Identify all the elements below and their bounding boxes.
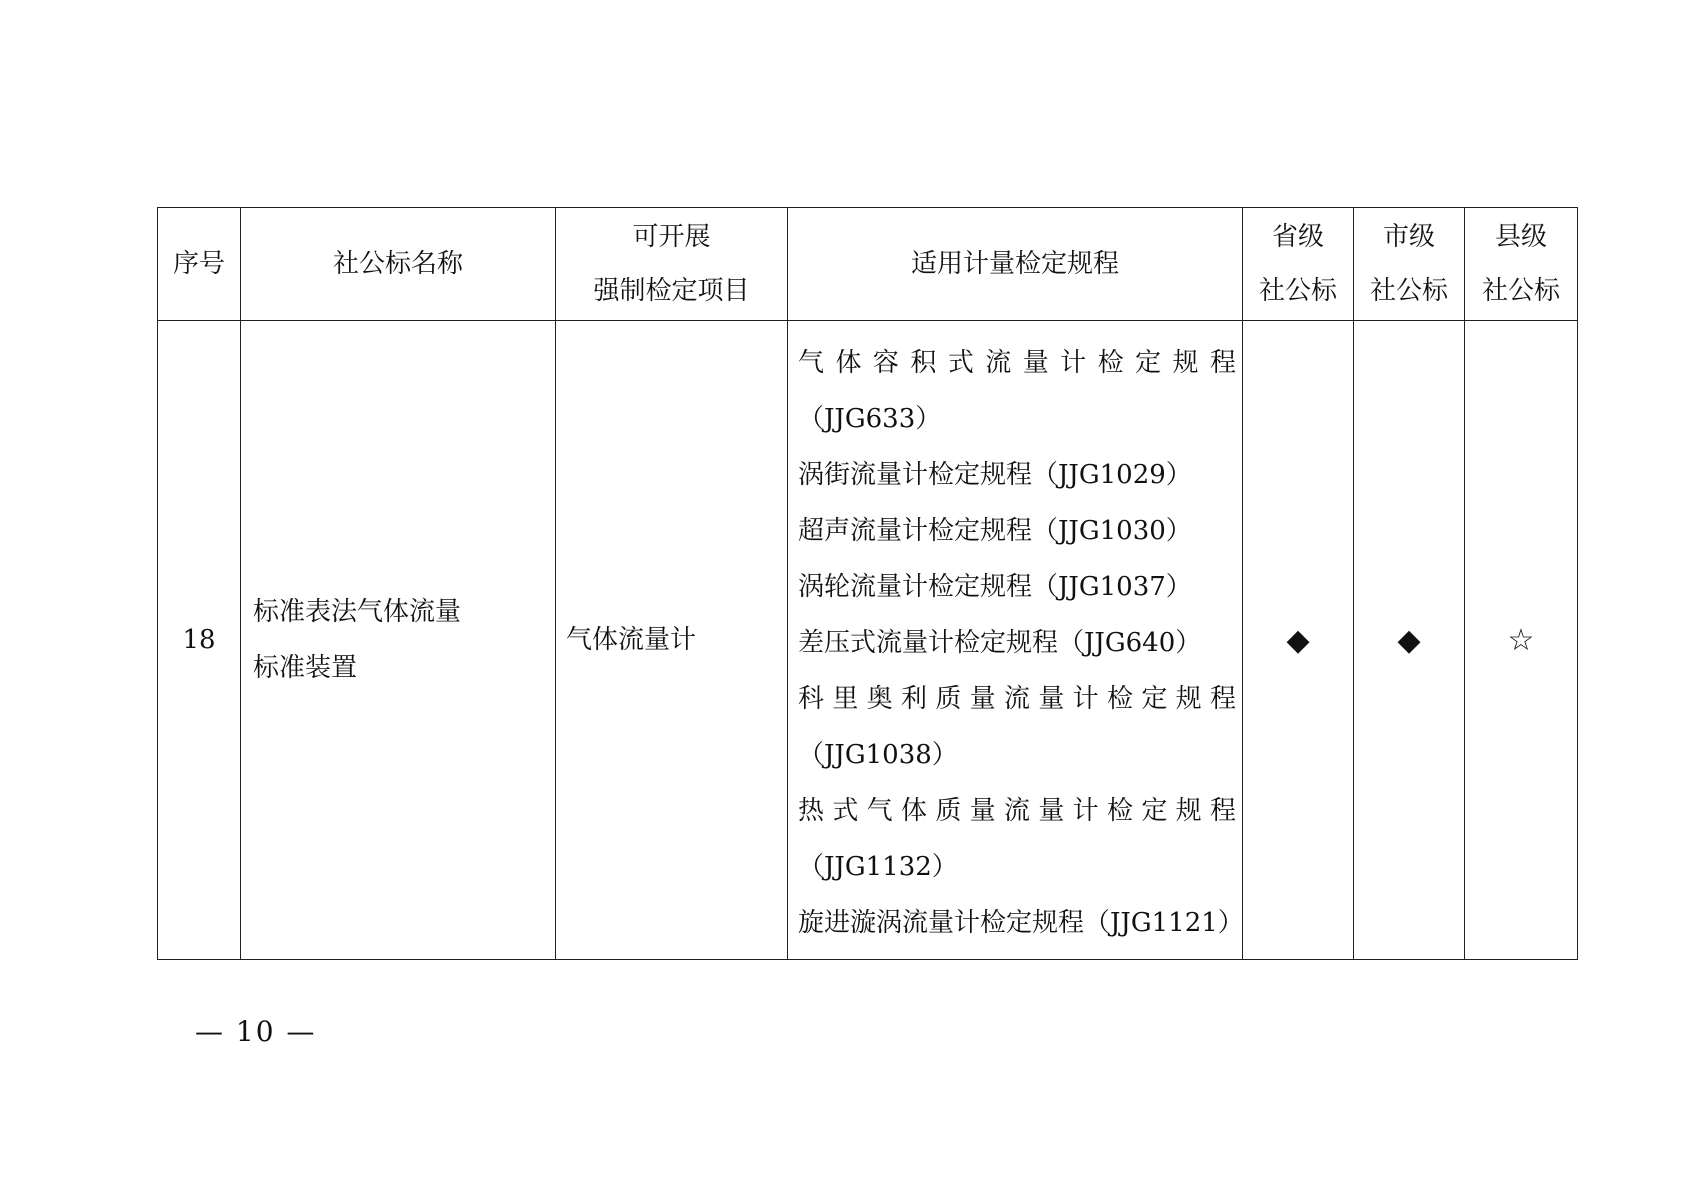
star-outline-icon: ☆ [1507, 622, 1535, 658]
rule-line: 科里奥利质量流量计检定规程 [798, 684, 1236, 714]
filled-diamond-icon: ◆ [1286, 622, 1310, 658]
header-province-line1: 省级 [1271, 222, 1324, 252]
header-no: 序号 [158, 208, 241, 321]
cell-province [1243, 321, 1354, 960]
header-city [1354, 208, 1465, 321]
cell-name-line2: 标准装置 [253, 653, 358, 683]
header-rules: 适用计量检定规程 [788, 208, 1243, 321]
cell-no: 18 [158, 321, 241, 960]
header-province [1243, 208, 1354, 321]
table-row [158, 321, 1578, 960]
rule-line: （JJG1132） [798, 852, 958, 882]
rule-line: 气体容积式流量计检定规程 [798, 348, 1236, 378]
rule-line: 涡街流量计检定规程（JJG1029） [798, 460, 1192, 490]
header-city-line2: 社公标 [1369, 276, 1448, 306]
cell-rules [788, 321, 1243, 960]
standards-table [157, 207, 1578, 960]
rule-line: 差压式流量计检定规程（JJG640） [798, 628, 1202, 658]
standards-table-wrapper [157, 207, 1577, 960]
rule-line: 涡轮流量计检定规程（JJG1037） [798, 572, 1192, 602]
cell-item: 气体流量计 [556, 321, 788, 960]
header-item-line2: 强制检定项目 [593, 276, 750, 306]
header-province-line2: 社公标 [1258, 276, 1337, 306]
header-item [556, 208, 788, 321]
header-name: 社公标名称 [241, 208, 556, 321]
table-header-row [158, 208, 1578, 321]
cell-name [241, 321, 556, 960]
rule-line: （JJG633） [798, 404, 942, 434]
cell-county [1465, 321, 1578, 960]
page-number: — 10 — [195, 1015, 317, 1048]
cell-city [1354, 321, 1465, 960]
rule-line: 超声流量计检定规程（JJG1030） [798, 516, 1192, 546]
header-item-line1: 可开展 [632, 222, 711, 252]
header-city-line1: 市级 [1382, 222, 1435, 252]
header-county-line1: 县级 [1494, 222, 1547, 252]
rule-line: （JJG1038） [798, 740, 958, 770]
rule-line: 旋进漩涡流量计检定规程（JJG1121） [798, 908, 1244, 938]
rule-line: 热式气体质量流量计检定规程 [798, 796, 1236, 826]
header-county-line2: 社公标 [1481, 276, 1560, 306]
filled-diamond-icon: ◆ [1397, 622, 1421, 658]
cell-name-line1: 标准表法气体流量 [253, 597, 462, 627]
header-county [1465, 208, 1578, 321]
